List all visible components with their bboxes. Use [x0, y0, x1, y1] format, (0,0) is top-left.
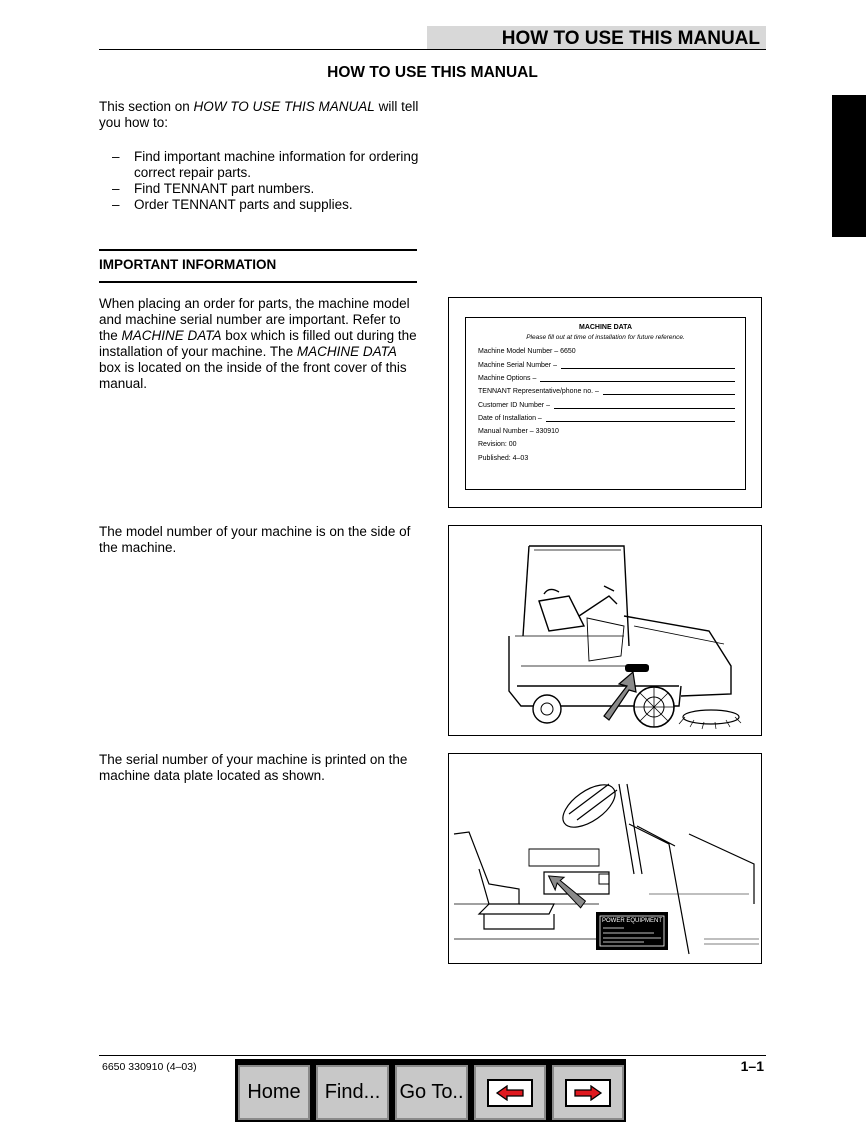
goto-button[interactable]: Go To.. [395, 1065, 468, 1120]
machine-data-row: Machine Options – [478, 374, 735, 382]
next-page-button[interactable] [552, 1065, 624, 1120]
machine-data-row: Date of Installation – [478, 414, 735, 422]
order-info-paragraph: When placing an order for parts, the machine model and machine serial number are important. Refer to the MACHINE DATA box which is filled out during the installation of your machine. The MACHINE DATA box is located on the inside of the front cover of this manual. [99, 296, 417, 391]
machine-data-row: Manual Number – 330910 [478, 428, 559, 435]
machine-data-row: Customer ID Number – [478, 401, 735, 409]
header-title: HOW TO USE THIS MANUAL [501, 28, 760, 49]
machine-data-title: MACHINE DATA [578, 324, 632, 331]
list-item: – Find TENNANT part numbers. [112, 181, 422, 197]
intro-paragraph: This section on HOW TO USE THIS MANUAL will tell you how to: [99, 99, 419, 130]
machine-data-box [465, 317, 746, 490]
machine-data-figure [448, 297, 762, 508]
machine-data-row: Revision: 00 [478, 441, 517, 448]
data-plate-illustration [449, 754, 760, 962]
footer-rule [99, 1055, 766, 1056]
bullet-list [112, 149, 422, 213]
machine-data-row: Published: 4–03 [478, 455, 529, 462]
list-item: – Find important machine information for ordering correct repair parts. [112, 149, 422, 181]
page-title: HOW TO USE THIS MANUAL [327, 64, 538, 81]
sweeper-illustration [449, 526, 760, 734]
home-button[interactable]: Home [238, 1065, 310, 1120]
machine-side-figure [448, 525, 762, 736]
data-plate-figure [448, 753, 762, 964]
section-heading: IMPORTANT INFORMATION [99, 257, 277, 272]
machine-data-row: Machine Model Number – 6650 [478, 348, 576, 355]
right-arrow-icon [565, 1079, 611, 1107]
previous-page-button[interactable] [474, 1065, 546, 1120]
model-number-paragraph: The model number of your machine is on the side of the machine. [99, 524, 411, 555]
page-number: 1–1 [740, 1058, 764, 1074]
section-tab [832, 95, 866, 237]
header-rule [99, 49, 766, 50]
section-rule-top [99, 249, 417, 251]
plate-label: POWER EQUIPMENT [601, 918, 663, 924]
serial-number-paragraph: The serial number of your machine is printed on the machine data plate located as shown. [99, 752, 408, 783]
machine-data-subtitle: Please fill out at time of installation for future reference. [526, 334, 685, 341]
left-arrow-icon [487, 1079, 533, 1107]
list-item: – Order TENNANT parts and supplies. [112, 197, 422, 213]
machine-data-row: TENNANT Representative/phone no. – [478, 387, 735, 395]
find-button[interactable]: Find... [316, 1065, 389, 1120]
machine-data-row: Machine Serial Number – [478, 361, 735, 369]
manual-number: 6650 330910 (4–03) [102, 1061, 197, 1073]
section-rule-bottom [99, 281, 417, 283]
